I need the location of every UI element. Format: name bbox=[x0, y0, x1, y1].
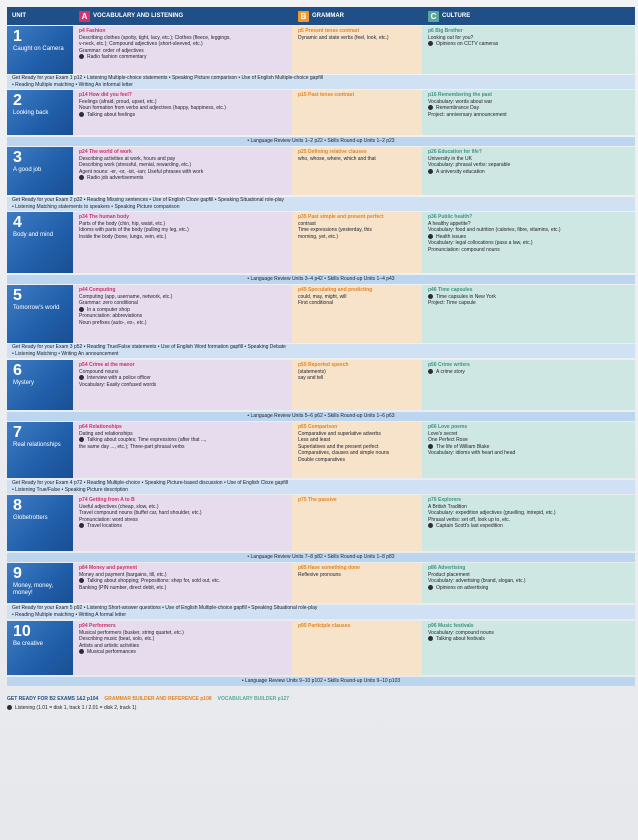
audio-icon bbox=[428, 369, 433, 374]
unit-number: 4 bbox=[13, 214, 22, 231]
lesson-title: p94 Performers bbox=[79, 623, 116, 629]
lesson-line: Grammar: order of adjectives bbox=[79, 47, 144, 54]
lesson-title: p86 Advertising bbox=[428, 565, 466, 571]
lesson-line: Banking (PIN number, direct debit, etc.) bbox=[79, 584, 167, 591]
lesson-line: Describing work (stressful, menial, rewarding, etc.) bbox=[79, 162, 191, 168]
unit-label bbox=[7, 147, 73, 195]
audio-label: Health issues bbox=[436, 233, 467, 240]
audio-icon bbox=[79, 578, 84, 583]
lesson-line: Agent nouns: -er, -or, -ist, -ian; Useful phrases with work bbox=[79, 168, 204, 175]
exam-band-3: Get Ready for your Exam 3 p52 • Reading True/False statements • Use of English Word formation gapfill • Speaking Debate • Listening Matching • Writing An announcement bbox=[7, 344, 635, 358]
culture-cell bbox=[422, 26, 635, 74]
lesson-line: Dating and relationships bbox=[79, 430, 133, 437]
unit-number: 3 bbox=[13, 149, 22, 166]
audio-icon bbox=[428, 169, 433, 174]
unit-label bbox=[7, 90, 73, 135]
lesson-line: Vocabulary: food and nutrition (calories, fibre, vitamins, etc.) bbox=[428, 227, 561, 233]
section-b-badge: B bbox=[298, 11, 309, 22]
audio-label: A university education bbox=[436, 168, 485, 175]
audio-label: The life of William Blake bbox=[436, 443, 490, 450]
language-review-1-2: • Language Review Units 1–2 p22 • Skills Round-up Units 1–2 p23 bbox=[7, 137, 635, 146]
audio-icon bbox=[79, 54, 84, 59]
vocabulary-cell bbox=[73, 147, 292, 195]
audio-icon bbox=[79, 307, 84, 312]
lesson-line: A healthy appetite? bbox=[428, 220, 471, 227]
footer-references bbox=[7, 696, 635, 702]
audio-icon bbox=[428, 41, 433, 46]
lesson-line: Parts of the body (chin, hip, waist, etc.) bbox=[79, 220, 166, 227]
unit-name: Looking back bbox=[13, 110, 49, 116]
lesson-line: Comparative and superlative adverbs bbox=[298, 430, 381, 437]
lesson-line: Pronunciation: word stress bbox=[79, 516, 138, 523]
audio-icon bbox=[428, 105, 433, 110]
audio-label: Opinions on advertising bbox=[436, 584, 489, 591]
unit-number: 10 bbox=[13, 623, 31, 640]
lesson-line: Looking out for you? bbox=[428, 34, 474, 41]
audio-icon bbox=[79, 175, 84, 180]
language-review-9-10: • Language Review Units 9–10 p102 • Skills Round-up Units 9–10 p103 bbox=[7, 677, 635, 686]
lesson-line: Vocabulary: Easily confused words bbox=[79, 381, 157, 388]
lesson-line: Noun prefixes (auto-, ex-, etc.) bbox=[79, 319, 147, 326]
get-ready-exams-link: GET READY FOR B2 EXAMS 1&2 p104 bbox=[7, 696, 99, 702]
lesson-line: the same day ..., etc.); Three-part phrasal verbs bbox=[79, 443, 185, 450]
lesson-title: p65 Comparison bbox=[298, 424, 338, 430]
lesson-line: Computing (app, username, network, etc.) bbox=[79, 293, 173, 300]
lesson-title: p36 Public health? bbox=[428, 214, 473, 220]
unit-label bbox=[7, 26, 73, 74]
culture-cell bbox=[422, 422, 635, 478]
audio-label: Radio job advertisements bbox=[87, 175, 144, 181]
lesson-title: p26 Education for life? bbox=[428, 149, 482, 155]
unit-name: Caught on Camera bbox=[13, 46, 64, 52]
grammar-cell bbox=[292, 285, 422, 343]
audio-icon bbox=[79, 649, 84, 654]
culture-cell bbox=[422, 285, 635, 343]
vocabulary-cell bbox=[73, 285, 292, 343]
audio-label: Remembrance Day bbox=[436, 105, 480, 111]
lesson-line: University in the UK bbox=[428, 155, 472, 162]
section-c-badge: C bbox=[428, 11, 439, 22]
header-culture bbox=[428, 7, 470, 25]
lesson-line: Phrasal verbs: set off, look up to, etc. bbox=[428, 516, 511, 523]
lesson-line: who, whose, where, which and that bbox=[298, 155, 376, 162]
lesson-line: Compound nouns bbox=[79, 368, 119, 375]
unit-row bbox=[7, 563, 635, 603]
unit-name: Body and mind bbox=[13, 232, 54, 238]
lesson-line: Time expressions (yesterday, this bbox=[298, 227, 372, 233]
lesson-line: Project: anniversary announcement bbox=[428, 111, 507, 118]
audio-track bbox=[79, 54, 288, 61]
lesson-line: Travel compound nouns (buffet car, hard shoulder, etc.) bbox=[79, 510, 202, 516]
unit-number: 1 bbox=[13, 28, 22, 45]
language-review-5-6: • Language Review Units 5–6 p62 • Skills Round-up Units 1–6 p63 bbox=[7, 412, 635, 421]
lesson-line: could, may, might, will bbox=[298, 293, 347, 300]
header-vocab-label: VOCABULARY AND LISTENING bbox=[93, 13, 184, 19]
vocabulary-builder-link: VOCABULARY BUILDER p127 bbox=[217, 696, 290, 702]
lesson-title: p35 Past simple and present perfect bbox=[298, 214, 384, 220]
lesson-title: p45 Speculating and predicting bbox=[298, 287, 373, 293]
lesson-line: contrast bbox=[298, 220, 316, 227]
culture-cell bbox=[422, 621, 635, 675]
grammar-builder-link: GRAMMAR BUILDER AND REFERENCE p108 bbox=[104, 696, 212, 702]
listening-key-text: Listening (1.01 = disk 1, track 1 / 2.01 = disk 2, track 1) bbox=[15, 705, 137, 711]
vocabulary-cell bbox=[73, 90, 292, 135]
vocabulary-cell bbox=[73, 495, 292, 551]
header-culture-label: CULTURE bbox=[442, 13, 471, 19]
unit-number: 8 bbox=[13, 497, 22, 514]
lesson-title: p66 Love poems bbox=[428, 424, 468, 430]
lesson-line: Describing activities at work, hours and pay bbox=[79, 155, 176, 162]
audio-track bbox=[428, 369, 631, 376]
audio-icon bbox=[428, 294, 433, 299]
lesson-line: Product placement bbox=[428, 571, 470, 578]
audio-track bbox=[79, 175, 288, 182]
lesson-title: p55 Reported speech bbox=[298, 362, 349, 368]
vocabulary-cell bbox=[73, 26, 292, 74]
lesson-line: Feelings (afraid, proud, upset, etc.) bbox=[79, 98, 157, 105]
lesson-title: p25 Defining relative clauses bbox=[298, 149, 367, 155]
unit-row bbox=[7, 285, 635, 343]
lesson-title: p85 Have something done bbox=[298, 565, 360, 571]
culture-cell bbox=[422, 495, 635, 551]
unit-row bbox=[7, 90, 635, 135]
grammar-cell bbox=[292, 26, 422, 74]
lesson-line: Comparatives, clauses and simple nouns bbox=[298, 450, 390, 456]
vocabulary-cell bbox=[73, 563, 292, 603]
lesson-title: p4 Fashion bbox=[79, 28, 106, 34]
lesson-line: Vocabulary: expedition adjectives (gruelling, intrepid, etc.) bbox=[428, 510, 556, 516]
lesson-line: One Perfect Rose bbox=[428, 437, 468, 443]
audio-icon bbox=[79, 437, 84, 442]
lesson-title: p64 Relationships bbox=[79, 424, 122, 430]
grammar-cell bbox=[292, 90, 422, 135]
lesson-line: Vocabulary: compound nouns bbox=[428, 629, 494, 636]
lesson-title: p96 Music festivals bbox=[428, 623, 474, 629]
unit-name: Mystery bbox=[13, 380, 34, 386]
audio-label: In a computer shop bbox=[87, 306, 130, 313]
lesson-line: Useful adjectives (cheap, slow, etc.) bbox=[79, 503, 159, 510]
audio-label: Radio fashion commentary bbox=[87, 54, 147, 60]
audio-track bbox=[79, 649, 288, 656]
unit-name: Tomorrow's world bbox=[13, 305, 60, 311]
lesson-line: Superlatives and the present perfect bbox=[298, 443, 379, 450]
lesson-line: Describing music (beat, solo, etc.) bbox=[79, 636, 155, 642]
lesson-line: Love's secret bbox=[428, 430, 458, 437]
unit-row bbox=[7, 621, 635, 675]
audio-track bbox=[79, 523, 288, 530]
audio-label: Opinions on CCTV cameras bbox=[436, 41, 499, 47]
header-grammar-label: GRAMMAR bbox=[312, 13, 344, 19]
unit-number: 5 bbox=[13, 287, 22, 304]
exam-band-1: Get Ready for your Exam 1 p12 • Listening Multiple-choice statements • Speaking Picture comparison • Use of English Multiple-choice gapfill • Reading Multiple matching • Writing An informal letter bbox=[7, 75, 635, 89]
lesson-title: p54 Crime at the manor bbox=[79, 362, 135, 368]
unit-name: Globetrotters bbox=[13, 515, 48, 521]
unit-label bbox=[7, 360, 73, 410]
audio-icon bbox=[428, 444, 433, 449]
lesson-title: p5 Present tense contrast bbox=[298, 28, 360, 34]
unit-label bbox=[7, 495, 73, 551]
unit-row bbox=[7, 495, 635, 551]
unit-row bbox=[7, 26, 635, 74]
vocabulary-cell bbox=[73, 360, 292, 410]
lesson-title: p6 Big Brother bbox=[428, 28, 463, 34]
language-review-3-4: • Language Review Units 3–4 p42 • Skills Round-up Units 1–4 p43 bbox=[7, 275, 635, 284]
lesson-line: Pronunciation: abbreviations bbox=[79, 313, 143, 319]
audio-label: Captain Scott's last expedition bbox=[436, 523, 503, 529]
lesson-line: Vocabulary: advertising (brand, slogan, etc.) bbox=[428, 578, 526, 584]
audio-label: Time capsules in New York bbox=[436, 293, 496, 300]
unit-name: Be creative bbox=[13, 641, 44, 647]
lesson-title: p44 Computing bbox=[79, 287, 116, 293]
unit-number: 2 bbox=[13, 92, 22, 109]
culture-cell bbox=[422, 147, 635, 195]
audio-track bbox=[428, 523, 631, 530]
lesson-title: p56 Crime writers bbox=[428, 362, 470, 368]
lesson-line: v-neck, etc.); Compound adjectives (short-sleeved, etc.) bbox=[79, 41, 203, 47]
lesson-line: Inside the body (bone, lungs, vein, etc.) bbox=[79, 233, 167, 240]
section-a-badge: A bbox=[79, 11, 90, 22]
lesson-line: Project: Time capsule bbox=[428, 300, 476, 306]
header-vocabulary-listening bbox=[79, 7, 183, 25]
lesson-line: Dynamic and state verbs (feel, look, etc.) bbox=[298, 34, 389, 41]
audio-track bbox=[428, 41, 631, 48]
unit-name: Real relationships bbox=[13, 442, 61, 448]
lesson-title: p84 Money and payment bbox=[79, 565, 138, 571]
lesson-line: Double comparatives bbox=[298, 456, 345, 463]
audio-icon bbox=[428, 234, 433, 239]
grammar-cell bbox=[292, 360, 422, 410]
grammar-cell bbox=[292, 563, 422, 603]
unit-label bbox=[7, 563, 73, 603]
grammar-cell bbox=[292, 147, 422, 195]
unit-label bbox=[7, 621, 73, 675]
lesson-line: Artists and artistic activities bbox=[79, 642, 140, 649]
audio-label: Musical performances bbox=[87, 649, 136, 655]
lesson-line: Musical performers (busker, string quartet, etc.) bbox=[79, 629, 184, 636]
header-unit: UNIT bbox=[12, 13, 26, 19]
lesson-title: p76 Explorers bbox=[428, 497, 462, 503]
audio-label: Talking about festivals bbox=[436, 636, 485, 642]
unit-label bbox=[7, 212, 73, 273]
unit-number: 6 bbox=[13, 362, 22, 379]
audio-icon bbox=[428, 636, 433, 641]
lesson-title: p75 The passive bbox=[298, 497, 337, 503]
unit-name: Money, money, money! bbox=[13, 583, 54, 596]
lesson-title: p34 The human body bbox=[79, 214, 130, 220]
lesson-line: Less and least bbox=[298, 437, 331, 443]
unit-name: A good job bbox=[13, 167, 42, 173]
audio-icon bbox=[428, 585, 433, 590]
lesson-line: Money and payment (bargains, till, etc.) bbox=[79, 571, 167, 578]
table-header bbox=[7, 7, 635, 25]
vocabulary-cell bbox=[73, 212, 292, 273]
culture-cell bbox=[422, 360, 635, 410]
grammar-cell bbox=[292, 212, 422, 273]
lesson-line: morning, yet, etc.) bbox=[298, 233, 339, 240]
audio-icon bbox=[79, 375, 84, 380]
audio-track bbox=[428, 585, 631, 592]
unit-row bbox=[7, 212, 635, 273]
audio-label: Talking about feelings bbox=[87, 111, 136, 118]
header-grammar bbox=[298, 7, 344, 25]
audio-label: Talking about couples; Time expressions (after that ..., bbox=[87, 437, 207, 443]
language-review-7-8: • Language Review Units 7–8 p82 • Skills Round-up Units 1–8 p83 bbox=[7, 553, 635, 562]
exam-band-2: Get Ready for your Exam 2 p32 • Reading Missing sentences • Use of English Cloze gapfill • Speaking Situational role-play • Listening Matching statements to speakers • Speaking Picture comparison bbox=[7, 197, 635, 211]
unit-row bbox=[7, 147, 635, 195]
lesson-line: Vocabulary: legal collocations (pass a law, etc.) bbox=[428, 240, 533, 246]
culture-cell bbox=[422, 212, 635, 273]
exam-band-5: Get Ready for your Exam 5 p92 • Listening Short-answer questions • Use of English Multiple-choice gapfill • Speaking Situational role-play • Reading Multiple matching • Writing A formal letter bbox=[7, 605, 635, 619]
lesson-line: say and tell bbox=[298, 375, 324, 381]
audio-label: Travel locations bbox=[87, 523, 122, 529]
grammar-cell bbox=[292, 495, 422, 551]
audio-icon bbox=[428, 523, 433, 528]
grammar-cell bbox=[292, 422, 422, 478]
audio-label: Talking about shopping; Prepositions: shop for, sold out, etc. bbox=[87, 578, 221, 584]
culture-cell bbox=[422, 90, 635, 135]
lesson-line: Vocabulary: idioms with heart and head bbox=[428, 450, 516, 456]
exam-band-4: Get Ready for your Exam 4 p72 • Reading Multiple-choice • Speaking Picture-based discussion • Use of English Cloze gapfill • Listening True/False • Speaking Picture description bbox=[7, 480, 635, 494]
lesson-line: Pronunciation: compound nouns bbox=[428, 246, 500, 253]
unit-number: 7 bbox=[13, 424, 22, 441]
lesson-title: p95 Participle clauses bbox=[298, 623, 351, 629]
lesson-line: Vocabulary: words about war bbox=[428, 98, 493, 105]
audio-track bbox=[428, 169, 631, 176]
lesson-line: Vocabulary: phrasal verbs: separable bbox=[428, 162, 511, 168]
unit-label bbox=[7, 285, 73, 343]
audio-icon bbox=[79, 112, 84, 117]
unit-label bbox=[7, 422, 73, 478]
audio-label: A crime story bbox=[436, 368, 465, 375]
lesson-line: First conditional bbox=[298, 300, 334, 306]
unit-row bbox=[7, 360, 635, 410]
culture-cell bbox=[422, 563, 635, 603]
audio-track bbox=[79, 112, 288, 119]
audio-icon bbox=[7, 705, 12, 710]
lesson-title: p15 Past tense contrast bbox=[298, 92, 355, 98]
lesson-line: Describing clothes (spotty, tight, lacy, etc.); Clothes (fleece, leggings, bbox=[79, 34, 231, 41]
audio-label: Interview with a police officer bbox=[87, 375, 151, 381]
lesson-title: p46 Time capsules bbox=[428, 287, 473, 293]
unit-number: 9 bbox=[13, 565, 22, 582]
lesson-line: Reflexive pronouns bbox=[298, 571, 341, 578]
lesson-line: Grammar: zero conditional bbox=[79, 300, 138, 306]
lesson-title: p14 How did you feel? bbox=[79, 92, 132, 98]
lesson-line: A British Tradition bbox=[428, 503, 467, 510]
listening-key bbox=[7, 705, 136, 711]
lesson-line: Idioms with parts of the body (pulling my leg, etc.) bbox=[79, 227, 189, 233]
lesson-title: p24 The world of work bbox=[79, 149, 132, 155]
unit-row bbox=[7, 422, 635, 478]
lesson-line: Noun formation from verbs and adjectives (happy, happiness, etc.) bbox=[79, 105, 226, 111]
vocabulary-cell bbox=[73, 422, 292, 478]
lesson-title: p16 Remembering the past bbox=[428, 92, 492, 98]
vocabulary-cell bbox=[73, 621, 292, 675]
audio-track bbox=[428, 636, 631, 643]
lesson-title: p74 Getting from A to B bbox=[79, 497, 135, 503]
grammar-cell bbox=[292, 621, 422, 675]
lesson-line: (statements) bbox=[298, 368, 326, 375]
audio-icon bbox=[79, 523, 84, 528]
